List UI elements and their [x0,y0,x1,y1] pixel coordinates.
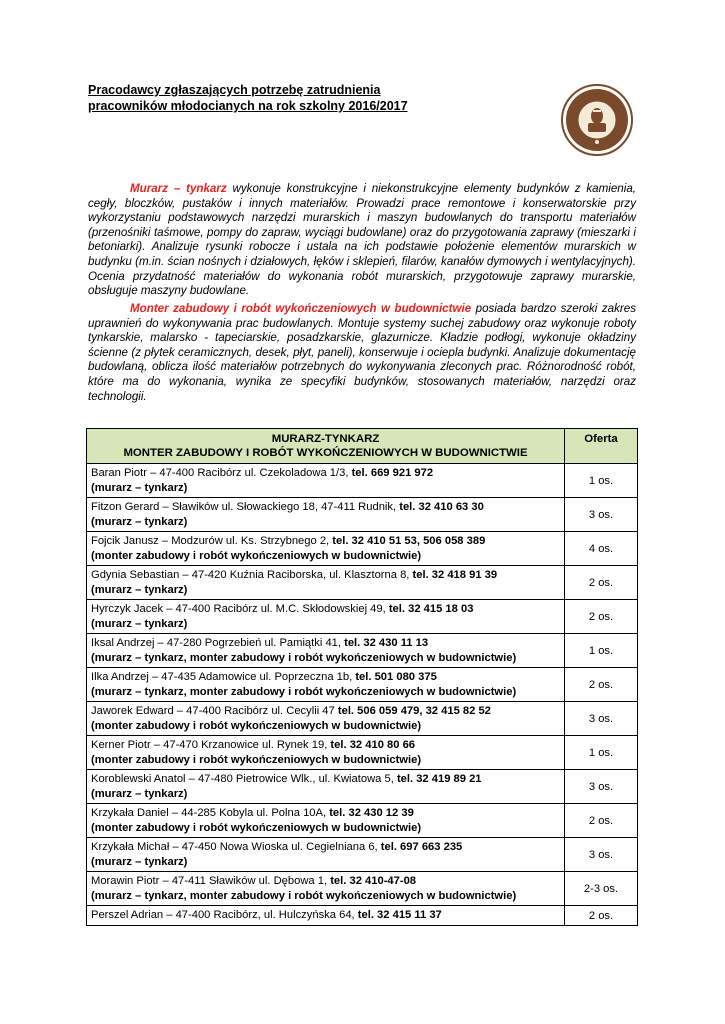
paragraph-murarz [88,182,636,299]
table-row [87,498,638,532]
employer-cell [87,736,565,770]
table-row [87,464,638,498]
offer-count: 2 os. [565,906,638,926]
employer-phone: tel. 32 410-47-08 [330,875,417,887]
employer-address: Hyrczyk Jacek – 47-400 Racibórz ul. M.C. Skłodowskiej 49, [91,603,389,615]
employer-cell [87,532,565,566]
employer-address: Ilka Andrzej – 47-435 Adamowice ul. Poprzeczna 1b, [91,671,356,683]
offer-count: 2 os. [565,804,638,838]
employer-profession: (monter zabudowy i robót wykończeniowych w budownictwie) [91,822,422,834]
employer-cell [87,702,565,736]
employer-phone: tel. 32 418 91 39 [412,569,498,581]
table-row [87,566,638,600]
table-row [87,906,638,926]
table-header-offer: Oferta [565,429,638,464]
employer-address: Krzykała Daniel – 44-285 Kobyla ul. Polna 10A, [91,807,330,819]
paragraph-text: posiada bardzo szeroki zakres uprawnień do wykonywania prac budowlanych. Montuje systemy suchej zabudowy oraz wykonuje roboty tynkarskie, malarsko - tapeciarskie, posadzkarskie, glazurnicze. Kładzie podłogi, wykonuje okładziny ścienne (z płytek ceramicznych, desek, płyt, paneli), konserwuje i ociepla budynki. Analizuje dokumentację budowlaną, oblicza ilość materiałów potrzebnych do wykonywania zleconych prac. Różnorodność robót, które ma do wykonania, wynika ze specyfiki budynków, stosowanych materiałów, narzędzi oraz technologii. [88,302,636,403]
table-row [87,804,638,838]
offer-count: 3 os. [565,838,638,872]
employer-address: Koroblewski Anatol – 47-480 Pietrowice Wlk., ul. Kwiatowa 5, [91,773,397,785]
employer-phone: tel. 32 410 63 30 [399,501,484,513]
employer-phone: tel. 32 410 51 53, 506 058 389 [332,535,486,547]
header-line-1: MURARZ-TYNKARZ [271,433,380,445]
employer-profession: (murarz – tynkarz, monter zabudowy i robót wykończeniowych w budownictwie) [91,686,517,698]
employer-address: Gdynia Sebastian – 47-420 Kuźnia Raciborska, ul. Klasztorna 8, [91,569,413,581]
employer-address: Krzykała Michał – 47-450 Nowa Wioska ul. Cegielniana 6, [91,841,381,853]
employer-profession: (murarz – tynkarz) [91,618,188,630]
table-body [87,464,638,926]
employer-profession: (murarz – tynkarz) [91,516,188,528]
offer-count: 1 os. [565,634,638,668]
paragraph-lead: Monter zabudowy i robót wykończeniowych w budownictwie [130,302,472,315]
paragraph-lead: Murarz – tynkarz [130,182,227,195]
employer-cell [87,804,565,838]
offer-count: 1 os. [565,464,638,498]
employer-address: Kerner Piotr – 47-470 Krzanowice ul. Rynek 19, [91,739,331,751]
title-line-2: pracowników młodocianych na rok szkolny 2016/2017 [88,99,408,113]
offer-count: 2-3 os. [565,872,638,906]
employer-profession: (murarz – tynkarz) [91,584,188,596]
employer-phone: tel. 501 080 375 [355,671,437,683]
offer-count: 2 os. [565,668,638,702]
table-row [87,702,638,736]
table-row [87,770,638,804]
employer-cell [87,566,565,600]
offer-count: 2 os. [565,600,638,634]
employer-address: Perszel Adrian – 47-400 Racibórz, ul. Hulczyńska 64, [91,909,358,921]
employer-phone: tel. 32 415 18 03 [388,603,474,615]
employer-cell [87,838,565,872]
employer-cell [87,906,565,926]
table-row [87,838,638,872]
employer-cell [87,464,565,498]
table-row [87,872,638,906]
employer-phone: tel. 697 663 235 [380,841,463,853]
employer-phone: tel. 669 921 972 [351,467,434,479]
table-row [87,600,638,634]
paragraph-text: wykonuje konstrukcyjne i niekonstrukcyjne elementy budynków z kamienia, cegły, bloczków, pustaków i innych materiałów. Prowadzi prace remontowe i konserwatorskie przy wykorzystaniu podstawowych narzędzi murarskich i maszyn budowlanych do transportu materiałów (przenośniki taśmowe, pompy do zapraw, wyciągi budowlane) oraz do przygotowania zaprawy (mieszarki i betoniarki). Analizuje rysunki robocze i ustala na ich podstawie położenie elementów murarskich w budynku (m.in. ścian nośnych i działowych, łęków i sklepień, filarów, kanałów dymowych i wentylacyjnych). Ocenia przydatność materiałów do wykonania robót murarskich, przygotowuje zaprawy murarskie, obsługuje maszyny budowlane. [88,182,637,298]
title-line-1: Pracodawcy zgłaszających potrzebę zatrudnienia [88,83,381,97]
employers-table [86,428,638,926]
table-row [87,532,638,566]
employer-cell [87,600,565,634]
employer-profession: (murarz – tynkarz) [91,856,188,868]
employer-address: Jaworek Edward – 47-400 Racibórz ul. Cecylii 47 [91,705,338,717]
table-header-row [87,429,638,464]
employer-phone: tel. 32 415 11 37 [357,909,442,921]
employer-profession: (murarz – tynkarz) [91,788,188,800]
employer-address: Morawin Piotr – 47-411 Sławików ul. Dębowa 1, [91,875,331,887]
employer-phone: tel. 506 059 479, 32 415 82 52 [337,705,491,717]
offer-count: 3 os. [565,498,638,532]
table-row [87,668,638,702]
employer-cell [87,498,565,532]
table-header-profession [87,429,565,464]
employer-address: Baran Piotr – 47-400 Racibórz ul. Czekoladowa 1/3, [91,467,352,479]
employer-cell [87,872,565,906]
employer-cell [87,668,565,702]
header-line-2: MONTER ZABUDOWY I ROBÓT WYKOŃCZENIOWYCH W BUDOWNICTWIE [123,447,528,459]
employer-profession: (monter zabudowy i robót wykończeniowych w budownictwie) [91,720,422,732]
employer-phone: tel. 32 430 12 39 [329,807,414,819]
employer-profession: (monter zabudowy i robót wykończeniowych w budownictwie) [91,550,422,562]
employer-phone: tel. 32 430 11 13 [344,637,429,649]
document-title [88,82,508,114]
employer-profession: (murarz – tynkarz, monter zabudowy i robót wykończeniowych w budownictwie) [91,890,517,902]
offer-count: 1 os. [565,736,638,770]
employer-address: Fojcik Janusz – Modzurów ul. Ks. Strzybnego 2, [91,535,333,547]
employer-profession: (murarz – tynkarz, monter zabudowy i robót wykończeniowych w budownictwie) [91,652,517,664]
offer-count: 3 os. [565,770,638,804]
employer-cell [87,634,565,668]
employer-cell [87,770,565,804]
employer-phone: tel. 32 419 89 21 [396,773,482,785]
employer-phone: tel. 32 410 80 66 [330,739,416,751]
employer-address: Fitzon Gerard – Sławików ul. Słowackiego 18, 47-411 Rudnik, [91,501,400,513]
employer-profession: (murarz – tynkarz) [91,482,188,494]
guild-seal-logo [560,80,634,164]
table-row [87,736,638,770]
paragraph-monter [88,302,636,404]
employer-address: Iksal Andrzej – 47-280 Pogrzebień ul. Pamiątki 41, [91,637,345,649]
offer-count: 4 os. [565,532,638,566]
employer-profession: (monter zabudowy i robót wykończeniowych w budownictwie) [91,754,422,766]
table-row [87,634,638,668]
offer-count: 3 os. [565,702,638,736]
offer-count: 2 os. [565,566,638,600]
